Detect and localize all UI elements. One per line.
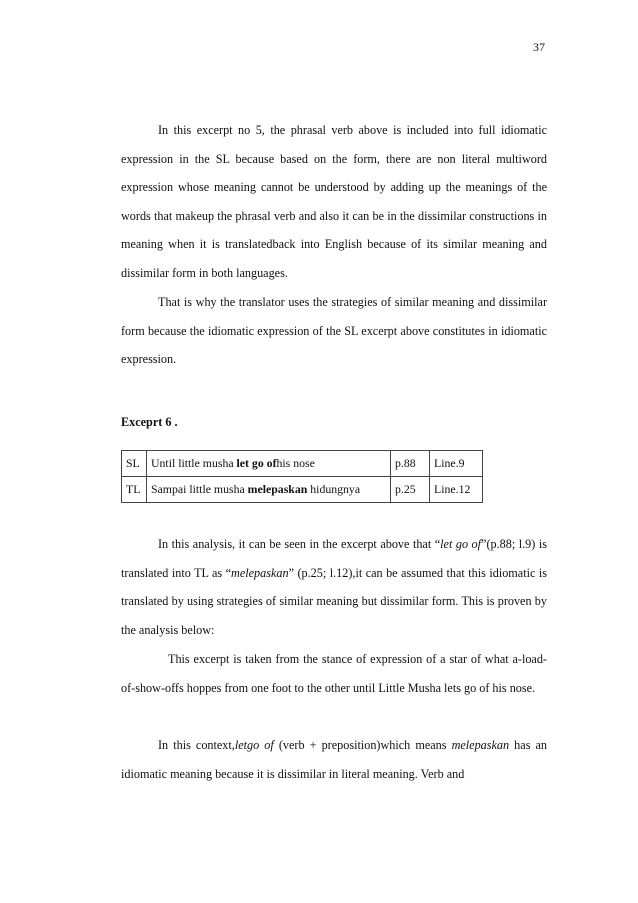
paragraph-2: That is why the translator uses the strategies of similar meaning and dissimilar form because the idiomatic expression of the SL excerpt above constitutes in idiomatic expression. xyxy=(121,295,547,367)
text-plain: hidungnya xyxy=(307,482,361,496)
text-italic: melepaskan xyxy=(231,565,289,580)
text-italic: letgo of xyxy=(234,738,274,752)
line-cell: Line.12 xyxy=(430,477,483,503)
paragraph-5 xyxy=(121,731,547,788)
text-plain: Sampai little musha xyxy=(151,482,248,496)
table-row xyxy=(122,477,483,503)
text-italic: let go of xyxy=(440,537,482,551)
text-plain: Until little musha xyxy=(151,456,237,470)
text-cell xyxy=(147,477,391,503)
text-bold: melepaskan xyxy=(247,482,308,496)
lang-cell: SL xyxy=(122,451,147,477)
lang-cell: TL xyxy=(122,477,147,503)
text-plain: (verb + preposition)which means xyxy=(273,738,452,752)
text-plain: has an idiomatic meaning because it is dissimilar in literal meaning. Verb and xyxy=(121,738,548,781)
text-plain: In this analysis, it can be seen in the excerpt above that “ xyxy=(158,537,441,551)
text-plain: ” (p.25; l.12),it can be assumed that this idiomatic is translated by using strategies of similar meaning but dissimilar form. This is proven by the analysis below: xyxy=(121,565,547,637)
text-plain: In this context, xyxy=(158,738,235,752)
page-number: 37 xyxy=(533,40,545,54)
excerpt-heading: Exceprt 6 . xyxy=(121,415,178,429)
text-plain: ”(p.88; l.9) is translated into TL as “ xyxy=(121,537,547,580)
text-bold: let go of xyxy=(236,456,277,470)
paragraph-3 xyxy=(121,530,547,644)
line-cell: Line.9 xyxy=(430,451,483,477)
paragraph-1: In this excerpt no 5, the phrasal verb above is included into full idiomatic expression in the SL because based on the form, there are non literal multiword expression whose meaning cannot be understood by adding up the meanings of the words that makeup the phrasal verb and also it can be in the dissimilar constructions in meaning when it is translatedback into English because of its similar meaning and dissimilar form in both languages. xyxy=(121,123,547,280)
excerpt-table xyxy=(121,450,483,503)
table-row xyxy=(122,451,483,477)
paragraph-4: This excerpt is taken from the stance of expression of a star of what a-load-of-show-offs hoppes from one foot to the other until Little Musha lets go of his nose. xyxy=(121,652,547,695)
text-cell xyxy=(147,451,391,477)
text-italic: melepaskan xyxy=(451,738,510,752)
page-cell: p.25 xyxy=(391,477,430,503)
page-cell: p.88 xyxy=(391,451,430,477)
text-plain: his nose xyxy=(276,456,315,470)
